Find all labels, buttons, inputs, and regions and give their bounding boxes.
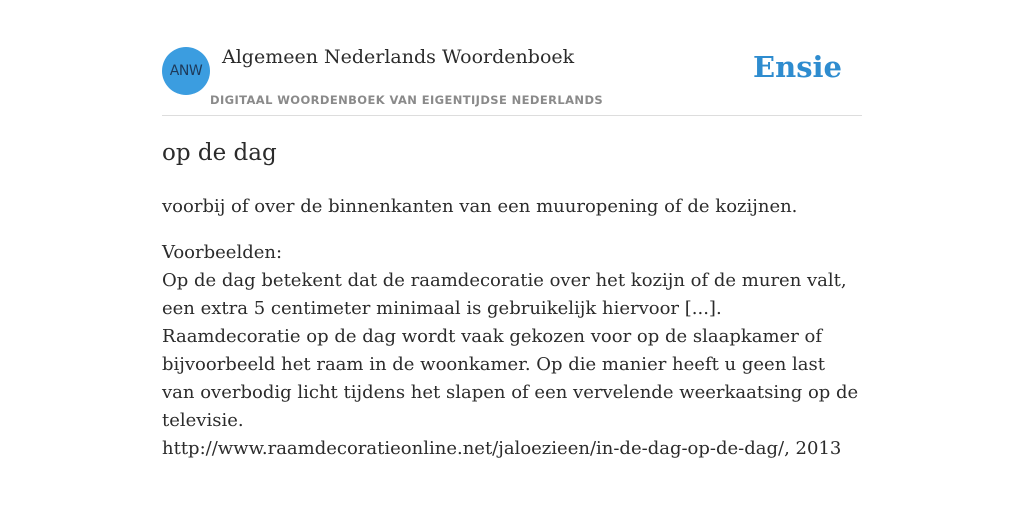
examples-section [162,239,862,463]
example-text: Op de dag betekent dat de raamdecoratie over het kozijn of de muren valt, een extra 5 centimeter minimaal is gebruikelijk hiervoor [...]. Raamdecoratie op de dag wordt vaak gekozen voor op de slaapkamer of bijvoorbeeld het raam in de woonkamer. Op die manier heeft u geen last van overbodig licht tijdens het slapen of een vervelende weerkaatsing op de televisie. [162,270,859,431]
site-title[interactable]: Algemeen Nederlands Woordenboek [222,46,575,68]
page [162,0,862,512]
ensie-brand-logo[interactable]: Ensie [753,50,842,84]
entry-headword: op de dag [162,140,277,166]
examples-label: Voorbeelden: [162,242,283,263]
logo-text: ANW [169,63,203,79]
site-subtitle: DIGITAAL WOORDENBOEK VAN EIGENTIJDSE NEDERLANDS [210,93,604,107]
site-header [162,0,862,116]
entry-definition: voorbij of over de binnenkanten van een muuropening of de kozijnen. [162,196,798,217]
example-source: http://www.raamdecoratieonline.net/jaloezieen/in-de-dag-op-de-dag/, 2013 [162,438,842,459]
anw-logo[interactable] [162,47,210,95]
